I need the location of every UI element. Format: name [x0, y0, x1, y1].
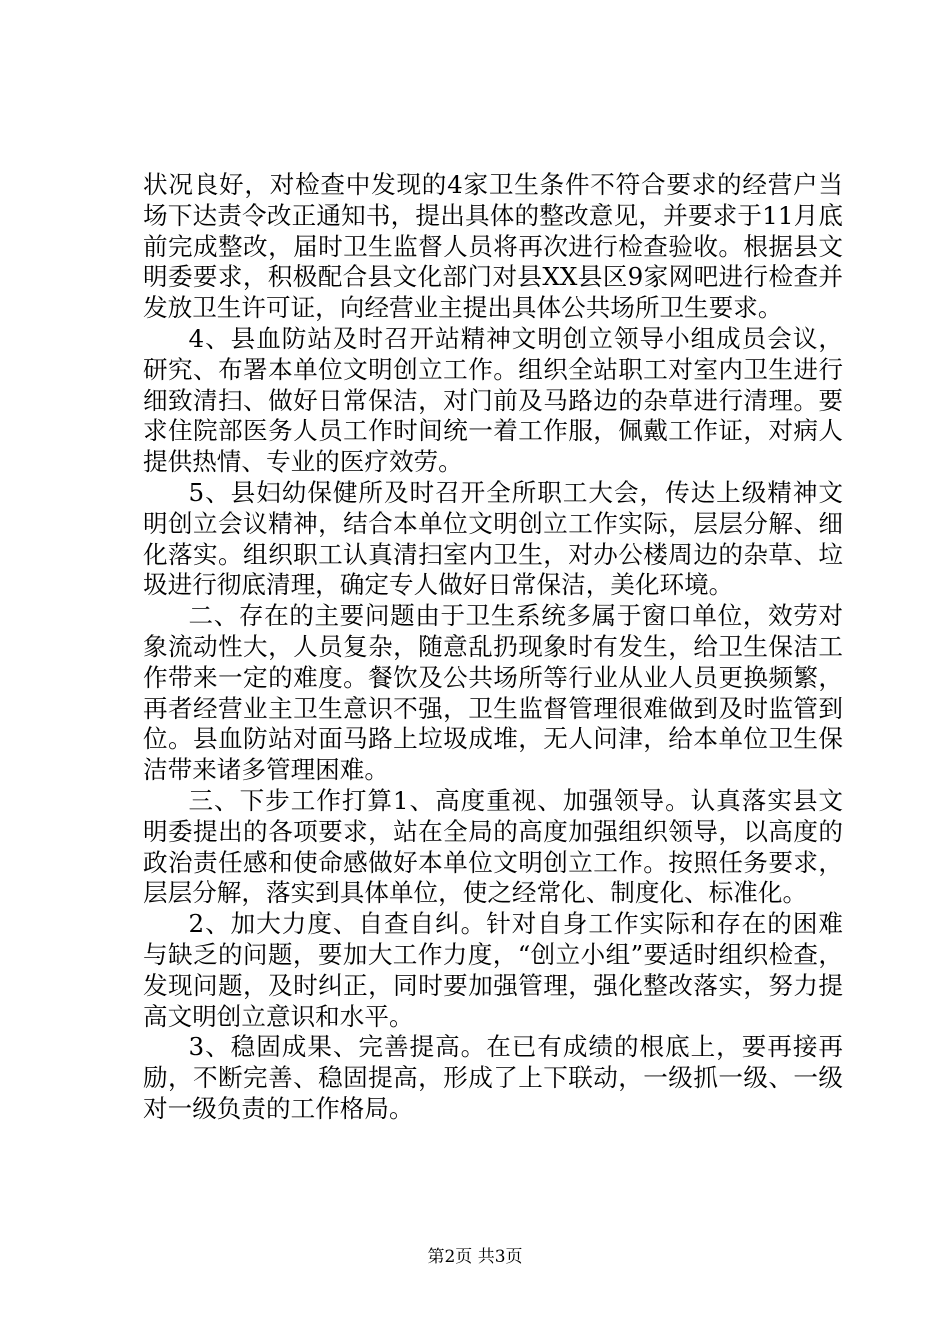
document-body — [143, 170, 843, 1125]
paragraph-4: 二、存在的主要问题由于卫生系统多属于窗口单位，效劳对象流动性大，人员复杂，随意乱扔现象时有发生，给卫生保洁工作带来一定的难度。餐饮及公共场所等行业从业人员更换频繁，再者经营业主卫生意识不强，卫生监督管理很难做到及时监管到位。县血防站对面马路上垃圾成堆，无人问津，给本单位卫生保洁带来诸多管理困难。 — [143, 601, 843, 785]
page-footer — [0, 1246, 950, 1268]
paragraph-1: 状况良好，对检查中发现的4家卫生条件不符合要求的经营户当场下达责令改正通知书，提出具体的整改意见，并要求于11月底前完成整改，届时卫生监督人员将再次进行检查验收。根据县文明委要求，积极配合县文化部门对县XX县区9家网吧进行检查并发放卫生许可证，向经营业主提出具体公共场所卫生要求。 — [143, 170, 843, 323]
paragraph-3: 5、县妇幼保健所及时召开全所职工大会，传达上级精神文明创立会议精神，结合本单位文明创立工作实际，层层分解、细化落实。组织职工认真清扫室内卫生，对办公楼周边的杂草、垃圾进行彻底清理，确定专人做好日常保洁，美化环境。 — [143, 477, 843, 600]
paragraph-7: 3、稳固成果、完善提高。在已有成绩的根底上，要再接再励，不断完善、稳固提高，形成了上下联动，一级抓一级、一级对一级负责的工作格局。 — [143, 1032, 843, 1123]
paragraph-6: 2、加大力度、自查自纠。针对自身工作实际和存在的困难与缺乏的问题，要加大工作力度，“创立小组”要适时组织检查，发现问题，及时纠正，同时要加强管理，强化整改落实，努力提高文明创立意识和水平。 — [143, 909, 843, 1031]
paragraph-5: 三、下步工作打算1、高度重视、加强领导。认真落实县文明委提出的各项要求，站在全局的高度加强组织领导，以高度的政治责任感和使命感做好本单位文明创立工作。按照任务要求，层层分解，落实到具体单位，使之经常化、制度化、标准化。 — [143, 785, 843, 908]
page-number-label: 第2页 共3页 — [427, 1247, 523, 1267]
paragraph-2: 4、县血防站及时召开站精神文明创立领导小组成员会议，研究、布署本单位文明创立工作。组织全站职工对室内卫生进行细致清扫、做好日常保洁，对门前及马路边的杂草进行清理。要求住院部医务人员工作时间统一着工作服，佩戴工作证，对病人提供热情、专业的医疗效劳。 — [143, 323, 843, 477]
